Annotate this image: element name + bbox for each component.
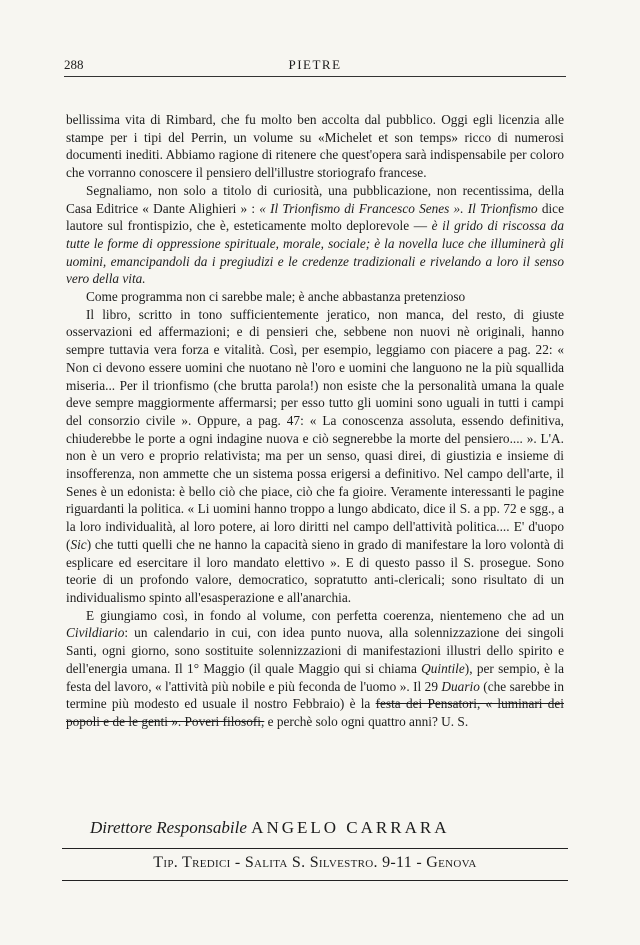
text-run: Come programma non ci sarebbe male; è anche abbastanza pretenzioso — [86, 289, 466, 305]
paragraph-3 — [66, 288, 564, 306]
text-run: Sic — [70, 536, 87, 552]
page-number: 288 — [64, 57, 84, 72]
text-run: e perchè solo ogni quattro anni? U. S. — [264, 713, 469, 729]
signoff-role: Direttore Responsabile — [90, 818, 252, 837]
text-run: ) che tutti quelli che ne hanno la capacità sieno in grado di manifestare la loro volontà di esplicare ed esercitare il loro mandato elettivo ». E di questo passo il S. prosegue. Sono teorie di un profondo valore, democratico, sopratutto anti-clericali; sono risultato di un individualismo spinto all'esasperazione e all'anarchia. — [66, 536, 564, 605]
page-header — [64, 56, 566, 77]
text-run: Segnaliamo, non solo a titolo di curiosità, una pubblicazione, non recentissima, della Casa Editrice « Dante Alighieri » : — [66, 182, 564, 216]
text-run: Civildiario — [66, 625, 125, 641]
text-run: (che sarebbe in termine più modesto ed usuale il nostro Febbraio) è la — [66, 678, 564, 712]
paragraph-1 — [66, 111, 564, 182]
text-run: Quintile — [421, 660, 465, 676]
text-run: : un calendario in cui, con idea punto nuova, alla solennizzazione dei singoli Santi, ogni giorno, sono sostituite solennizzazioni di manifestazioni illustri dello spirito e dell'energia umana. Il 1° Maggio (il quale Maggio qui si chiama — [66, 625, 564, 676]
text-run: dice lautore sul frontispizio, che è, esteticamente molto deplorevole — — [66, 200, 564, 234]
text-run: Duario — [441, 678, 480, 694]
printer-line: Tip. Tredici - Salita S. Silvestro. 9-11 - Genova — [153, 854, 477, 871]
paragraph-2 — [66, 182, 564, 288]
top-rule — [62, 848, 568, 849]
text-run: Il libro, scritto in tono sufficientemente jeratico, non manca, del resto, di giuste osservazioni ed affermazioni; e di pensieri che, sebbene non nuovi nè originali, hanno sempre tuttavia vera forza e vitalità. Così, per esempio, leggiamo con piacere a pag. 22: « Non ci devono essere uomini che nuotano nè l'oro e uomini che languono ne la più squallida miseria... Per il trionfismo (che brutta parola!) non esiste che la personalità umana la quale deve sempre maggiormente affermarsi; per esso tutto gli uomini sono uguali in tutti i campi del consorzio civile ». Oppure, a pag. 47: « La conoscenza assoluta, essendo definitiva, chiuderebbe le porte a ogni indagine nuova e ciò segnerebbe la morte del pensiero.... ». L'A. non è un vero e proprio relativista; ma per un senso, quasi direi, di giustizia e insieme di insofferenza, non ammette che un sistema possa erigersi a definitivo. Nel campo dell'arte, il Senes è un edonista: è bello ciò che piace, ciò che fa gioire. Veramente interessanti le pagine riguardanti la politica. « Li uomini hanno troppo a lungo abdicato, dice il S. a pp. 72 e sgg., a la loro individualità, al loro potere, ai loro diritti nel campo dell'attività politica.... E' d'uopo ( — [66, 306, 564, 552]
text-run: bellissima vita di Rimbard, che fu molto ben accolta dal pubblico. Oggi egli licenzia alle stampe per i tipi del Perrin, un volume su «Michelet et son temps» ricco di numerosi documenti inediti. Abbiamo ragione di ritenere che quest'opera sarà indispensabile per coloro che vorranno conoscere il pensiero dell'illustre storiografo francese. — [66, 112, 564, 181]
running-title: PIETRE — [288, 57, 342, 72]
text-run: E giungiamo così, in fondo al volume, con perfetta coerenza, nientemeno che ad un — [86, 607, 564, 623]
paragraph-4 — [66, 306, 564, 607]
text-run: ), per sempio, è la festa del lavoro, « l'attività più nobile e più feconda de l'uomo ». Il 29 — [66, 660, 565, 694]
paragraph-5 — [66, 607, 564, 731]
text-run: festa dei Pensatori, « luminari dei popoli e de le genti ». Poveri filosofi, — [66, 696, 564, 729]
text-run: « Il Trionfismo di Francesco Senes ». Il Trionfismo — [259, 200, 538, 216]
signoff — [90, 818, 550, 838]
bottom-rule — [62, 880, 568, 881]
article-body — [66, 111, 564, 731]
text-run: è il grido di riscossa da tutte le forme di oppressione spirituale, morale, sociale; è la novella luce che illuminerà gli uomini, emancipandoli da i pregiudizi e le credenze tradizionali e rivelando a loro il senso vero della vita. — [66, 218, 564, 287]
signoff-name: ANGELO CARRARA — [251, 818, 450, 837]
